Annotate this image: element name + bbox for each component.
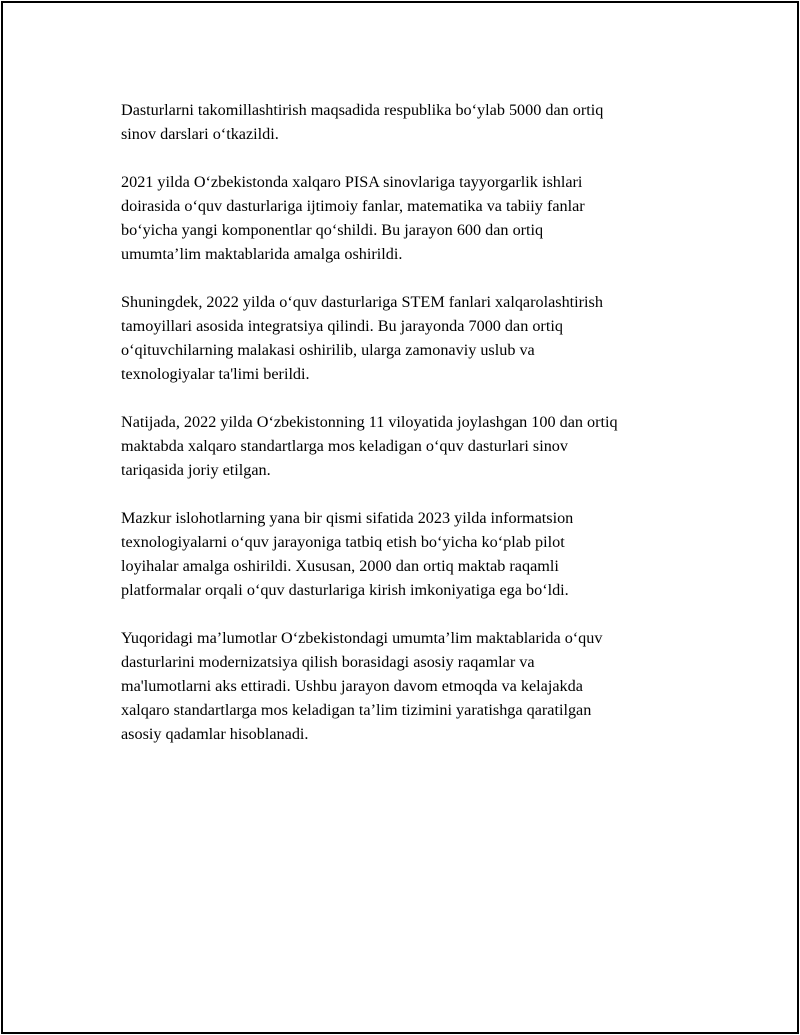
paragraph-5: Mazkur islohotlarning yana bir qismi sifatida 2023 yilda informatsion texnologiyalarni o‘quv jarayoniga tatbiq etish bo‘yicha ko‘plab pilot loyihalar amalga oshirildi. Xususan, 2000 dan ortiq maktab raqamli platformalar orqali o‘quv dasturlariga kirish imkoniyatiga ega bo‘ldi. xyxy=(121,509,574,599)
paragraph-3: Shuningdek, 2022 yilda o‘quv dasturlariga STEM fanlari xalqarolashtirish tamoyillari asosida integratsiya qilindi. Bu jarayonda 7000 dan ortiq o‘qituvchilarning malakasi oshirilib, ularga zamonaviy uslub va texnologiyalar ta'limi berildi. xyxy=(121,293,603,383)
paragraph-1: Dasturlarni takomillashtirish maqsadida respublika bo‘ylab 5000 dan ortiq sinov darslari o‘tkazildi. xyxy=(121,101,604,143)
page-frame xyxy=(1,1,799,1034)
paragraph-4: Natijada, 2022 yilda O‘zbekistonning 11 viloyatida joylashgan 100 dan ortiq maktabda xalqaro standartlarga mos keladigan o‘quv dasturlari sinov tariqasida joriy etilgan. xyxy=(121,413,618,479)
paragraph-6: Yuqoridagi ma’lumotlar O‘zbekistondagi umumta’lim maktablarida o‘quv dasturlarini modernizatsiya qilish borasidagi asosiy raqamlar va ma'lumotlarni aks ettiradi. Ushbu jarayon davom etmoqda va kelajakda xalqaro standartlarga mos keladigan ta’lim tizimini yaratishga qaratilgan asosiy qadamlar hisoblanadi. xyxy=(121,629,603,743)
paragraph-2: 2021 yilda O‘zbekistonda xalqaro PISA sinovlariga tayyorgarlik ishlari doirasida o‘quv dasturlariga ijtimoiy fanlar, matematika va tabiiy fanlar bo‘yicha yangi komponentlar qo‘shildi. Bu jarayon 600 dan ortiq umumta’lim maktablarida amalga oshirildi. xyxy=(121,173,585,263)
document-body xyxy=(121,98,701,770)
